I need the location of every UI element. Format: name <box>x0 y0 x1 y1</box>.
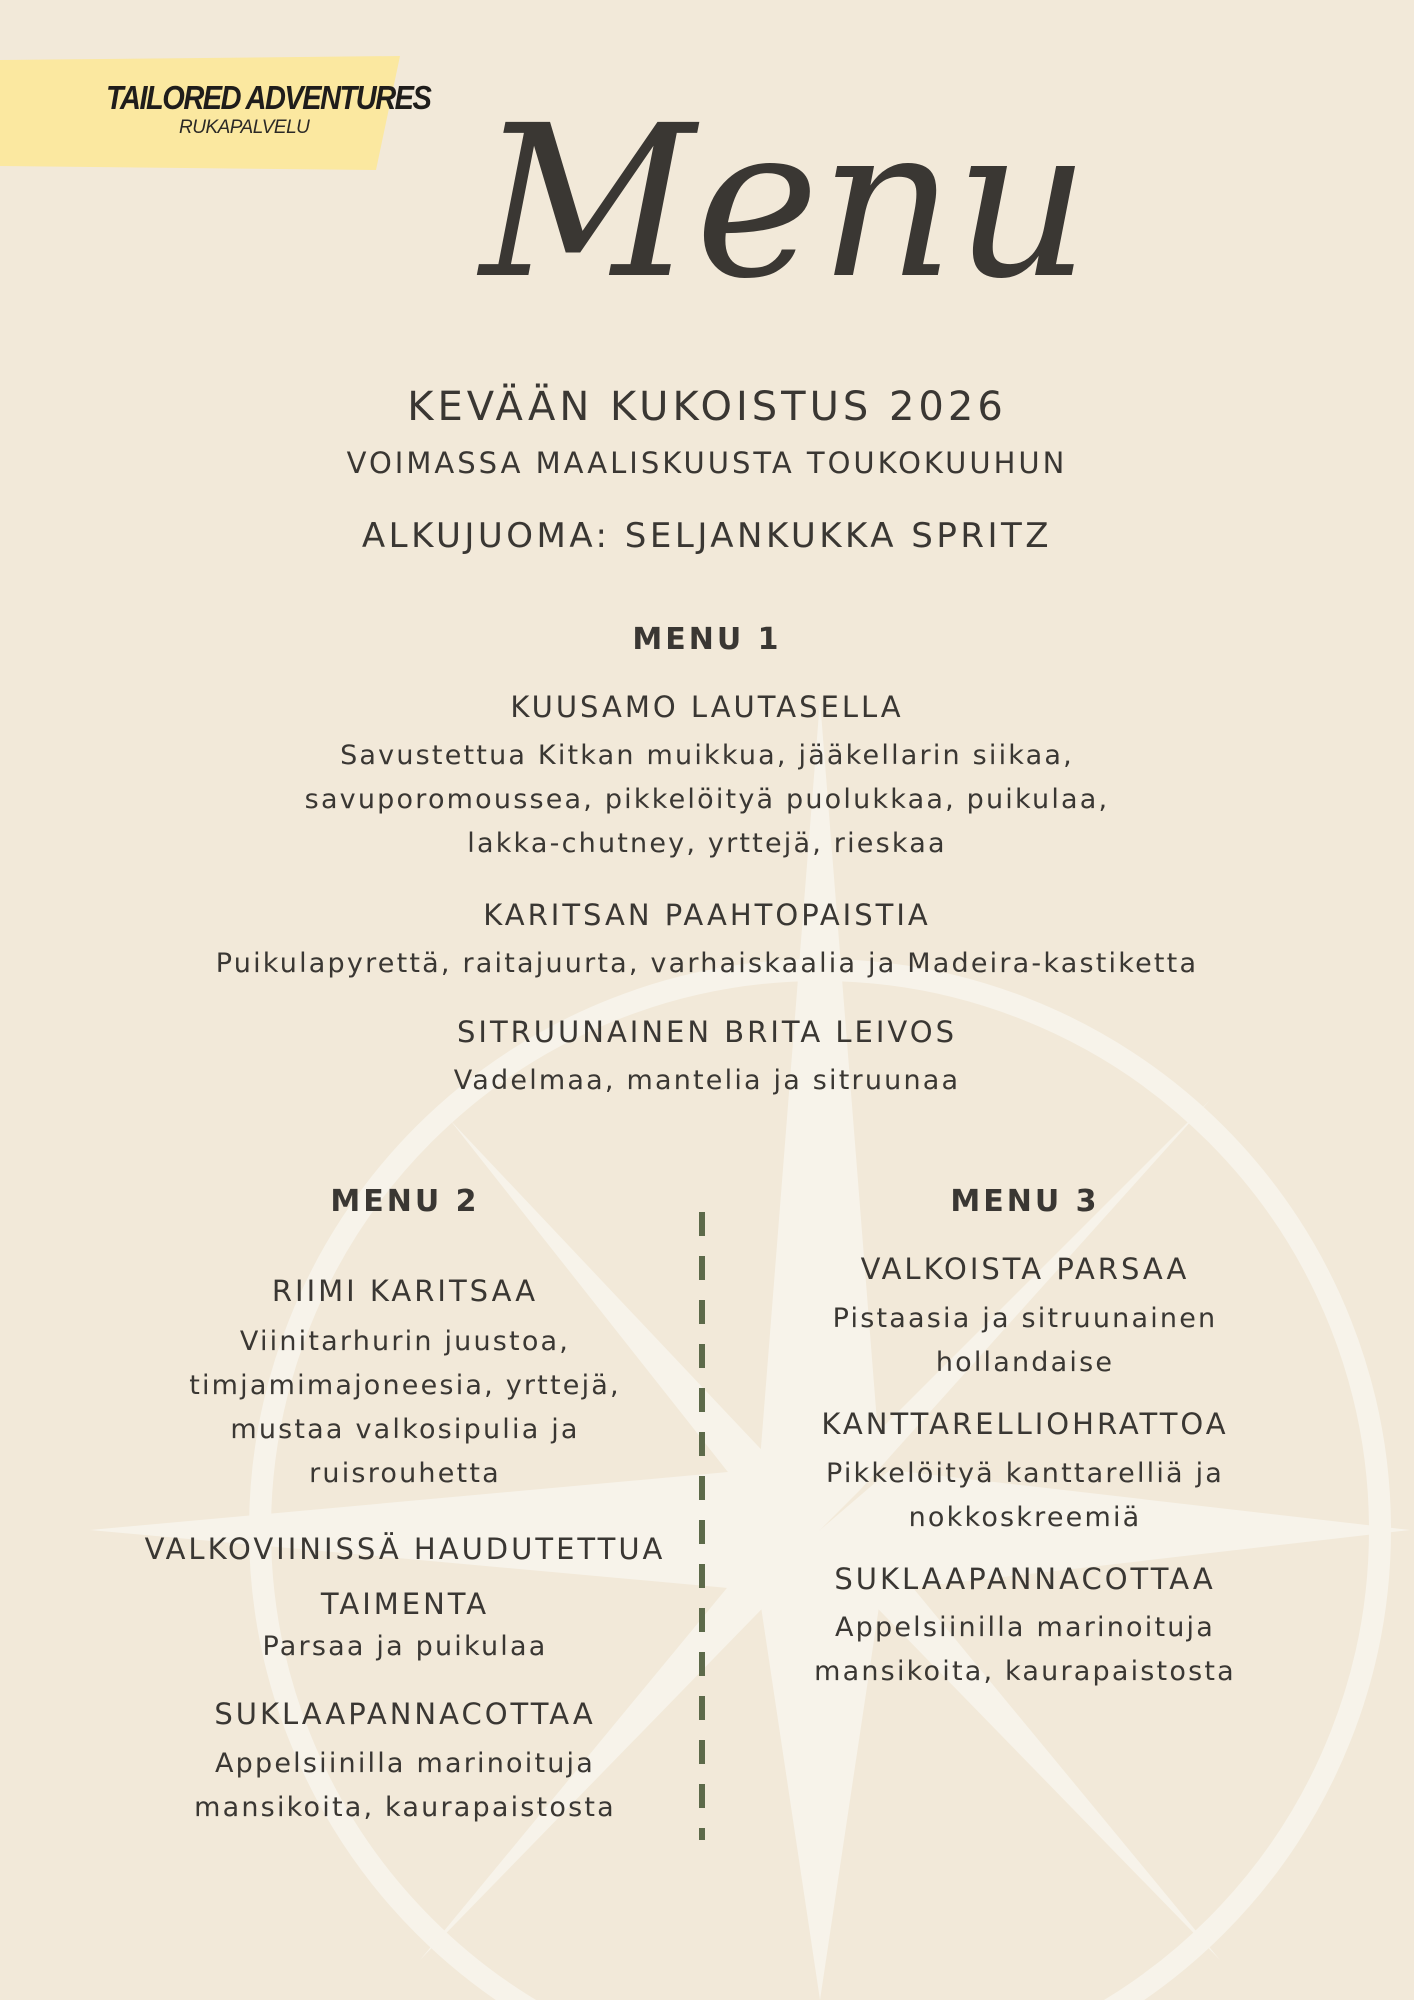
menu3-dish2-name: KANTTARELLIOHRATTOA <box>821 1407 1229 1441</box>
menu2-dish3-name: SUKLAAPANNACOTTAA <box>214 1697 596 1731</box>
brand-subtitle: RUKAPALVELU <box>179 117 310 138</box>
desc-line: ruisrouhetta <box>309 1458 501 1489</box>
desc-line: mustaa valkosipulia ja <box>230 1414 580 1445</box>
menu1-dish1-name: KUUSAMO LAUTASELLA <box>510 690 904 724</box>
menu1-dish2-name: KARITSAN PAAHTOPAISTIA <box>483 898 931 932</box>
aperitif: ALKUJUOMA: SELJANKUKKA SPRITZ <box>361 516 1053 556</box>
menu3-dish1-name: VALKOISTA PARSAA <box>860 1252 1190 1286</box>
menu3-dish1-desc <box>735 1297 1315 1385</box>
desc-line: Pikkelöityä kanttarelliä ja <box>825 1458 1225 1489</box>
desc-line: lakka-chutney, yrttejä, rieskaa <box>467 828 947 859</box>
page-title-text: Menu <box>480 80 1090 325</box>
menu3-heading: MENU 3 <box>950 1184 1100 1219</box>
desc-line: Viinitarhurin juustoa, <box>239 1326 571 1357</box>
desc-line: hollandaise <box>935 1347 1115 1378</box>
desc-line: Puikulapyrettä, raitajuurta, varhaiskaalia ja Madeira-kastiketta <box>215 948 1199 979</box>
menu3-dish3-desc <box>735 1606 1315 1694</box>
menu2-dish3-desc <box>110 1742 700 1830</box>
brand-name: TAILORED ADVENTURES <box>106 80 431 117</box>
season-title: KEVÄÄN KUKOISTUS 2026 <box>407 384 1007 430</box>
menu3-dish3-name: SUKLAAPANNACOTTAA <box>834 1562 1216 1596</box>
name-line: VALKOVIINISSÄ HAUDUTETTUA <box>144 1532 666 1566</box>
menu1-dish1-desc <box>0 734 1414 866</box>
desc-line: Appelsiinilla marinoituja <box>834 1612 1215 1643</box>
desc-line: Parsaa ja puikulaa <box>262 1631 548 1662</box>
desc-line: nokkoskreemiä <box>908 1502 1142 1533</box>
page-title <box>470 70 1090 340</box>
desc-line: Savustettua Kitkan muikkua, jääkellarin siikaa, <box>340 740 1074 771</box>
menu1-dish2-desc <box>0 942 1414 986</box>
menu1-dish3-desc <box>0 1059 1414 1103</box>
name-line: TAIMENTA <box>320 1587 490 1621</box>
column-divider <box>699 1212 705 1840</box>
season-validity: VOIMASSA MAALISKUUSTA TOUKOKUUHUN <box>346 446 1068 480</box>
menu3-dish2-desc <box>735 1452 1315 1540</box>
menu1-dish3-name: SITRUUNAINEN BRITA LEIVOS <box>456 1015 957 1049</box>
desc-line: Pistaasia ja sitruunainen <box>832 1303 1218 1334</box>
menu2-dish2-desc <box>110 1625 700 1669</box>
desc-line: Appelsiinilla marinoituja <box>214 1748 595 1779</box>
menu2-dish1-desc <box>110 1320 700 1496</box>
menu2-dish1-name: RIIMI KARITSAA <box>271 1274 539 1308</box>
menu2-dish2-name <box>110 1522 700 1632</box>
desc-line: mansikoita, kaurapaistosta <box>814 1656 1236 1687</box>
desc-line: mansikoita, kaurapaistosta <box>194 1792 616 1823</box>
desc-line: Vadelmaa, mantelia ja sitruunaa <box>453 1065 961 1096</box>
menu1-heading: MENU 1 <box>632 622 782 657</box>
menu2-heading: MENU 2 <box>330 1184 480 1219</box>
desc-line: savuporomoussea, pikkelöityä puolukkaa, puikulaa, <box>304 784 1110 815</box>
desc-line: timjamimajoneesia, yrttejä, <box>189 1370 621 1401</box>
